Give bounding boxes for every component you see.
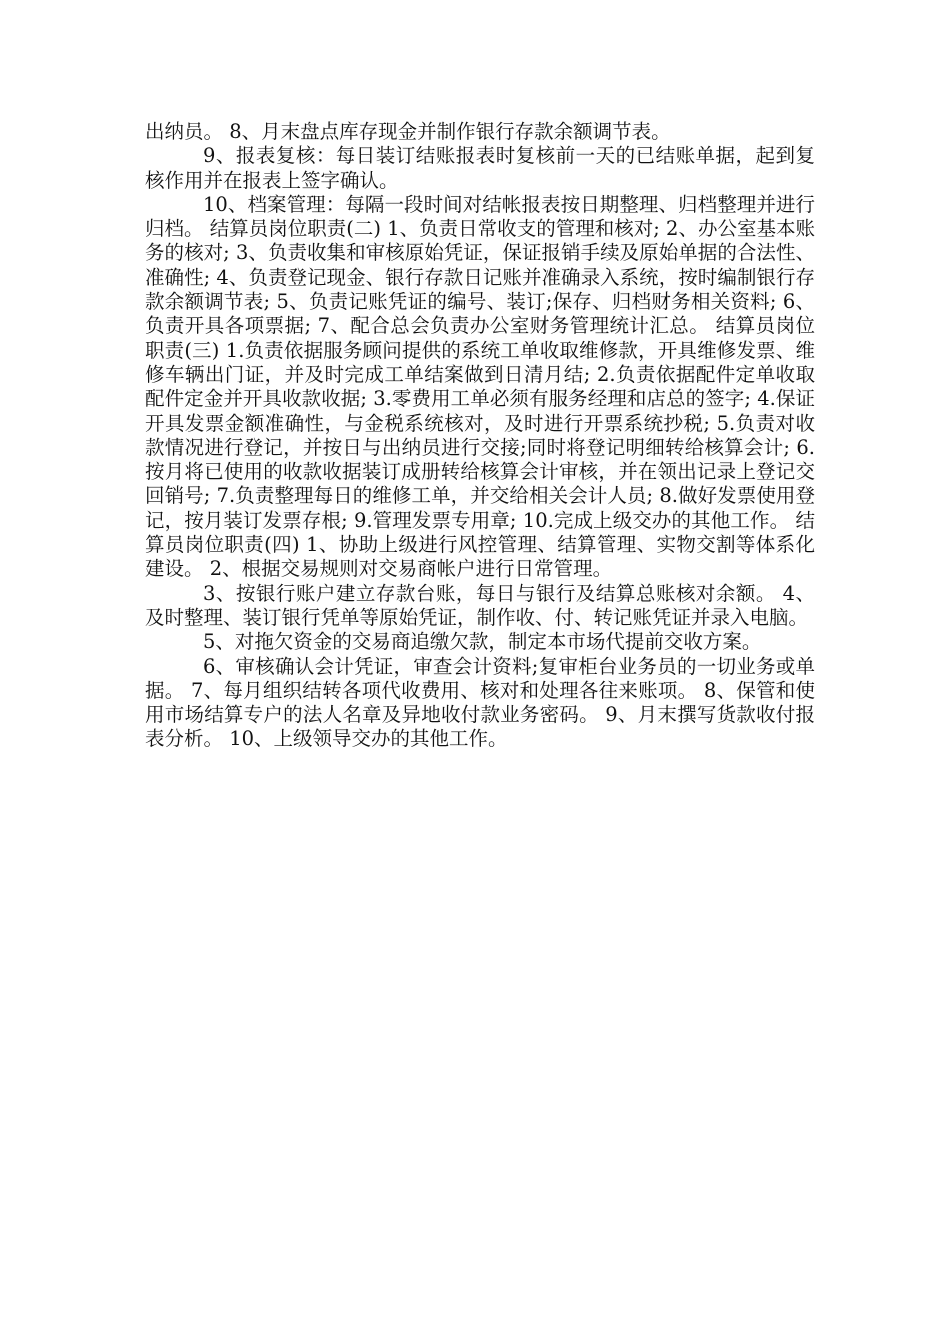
document-body — [145, 120, 815, 752]
paragraph-4: 3、按银行账户建立存款台账，每日与银行及结算总账核对余额。 4、及时整理、装订银行凭单等原始凭证，制作收、付、转记账凭证并录入电脑。 — [145, 581, 815, 629]
paragraph-6: 6、审核确认会计凭证，审查会计资料;复审柜台业务员的一切业务或单据。 7、每月组织结转各项代收费用、核对和处理各往来账项。 8、保管和使用市场结算专户的法人名章及异地收付款业务密码。 9、月末撰写货款收付报表分析。 10、上级领导交办的其他工作。 — [145, 654, 815, 751]
paragraph-2: 9、报表复核：每日装订结账报表时复核前一天的已结账单据，起到复核作用并在报表上签字确认。 — [145, 144, 815, 192]
paragraph-5: 5、对拖欠资金的交易商追缴欠款，制定本市场代提前交收方案。 — [203, 630, 762, 654]
paragraph-3: 10、档案管理：每隔一段时间对结帐报表按日期整理、归档整理并进行归档。 结算员岗位职责(二) 1、负责日常收支的管理和核对; 2、办公室基本账务的核对; 3、负责收集和审核原始凭证，保证报销手续及原始单据的合法性、准确性; 4、负责登记现金、银行存款日记账并准确录入系统，按时编制银行存款余额调节表; 5、负责记账凭证的编号、装订;保存、归档财务相关资料; 6、负责开具各项票据; 7、配合总会负责办公室财务管理统计汇总。 结算员岗位职责(三) 1.负责依据服务顾问提供的系统工单收取维修款，开具维修发票、维修车辆出门证，并及时完成工单结案做到日清月结; 2.负责依据配件定单收取配件定金并开具收款收据; 3.零费用工单必须有服务经理和店总的签字; 4.保证开具发票金额准确性，与金税系统核对，及时进行开票系统抄税; 5.负责对收款情况进行登记，并按日与出纳员进行交接;同时将登记明细转给核算会计; 6.按月将已使用的收款收据装订成册转给核算会计审核，并在领出记录上登记交回销号; 7.负责整理每日的维修工单，并交给相关会计人员; 8.做好发票使用登记，按月装订发票存根; 9.管理发票专用章; 10.完成上级交办的其他工作。 结算员岗位职责(四) 1、协助上级进行风控管理、结算管理、实物交割等体系化建设。 2、根据交易规则对交易商帐户进行日常管理。 — [145, 192, 815, 581]
paragraph-1: 出纳员。 8、月末盘点库存现金并制作银行存款余额调节表。 — [145, 120, 671, 143]
